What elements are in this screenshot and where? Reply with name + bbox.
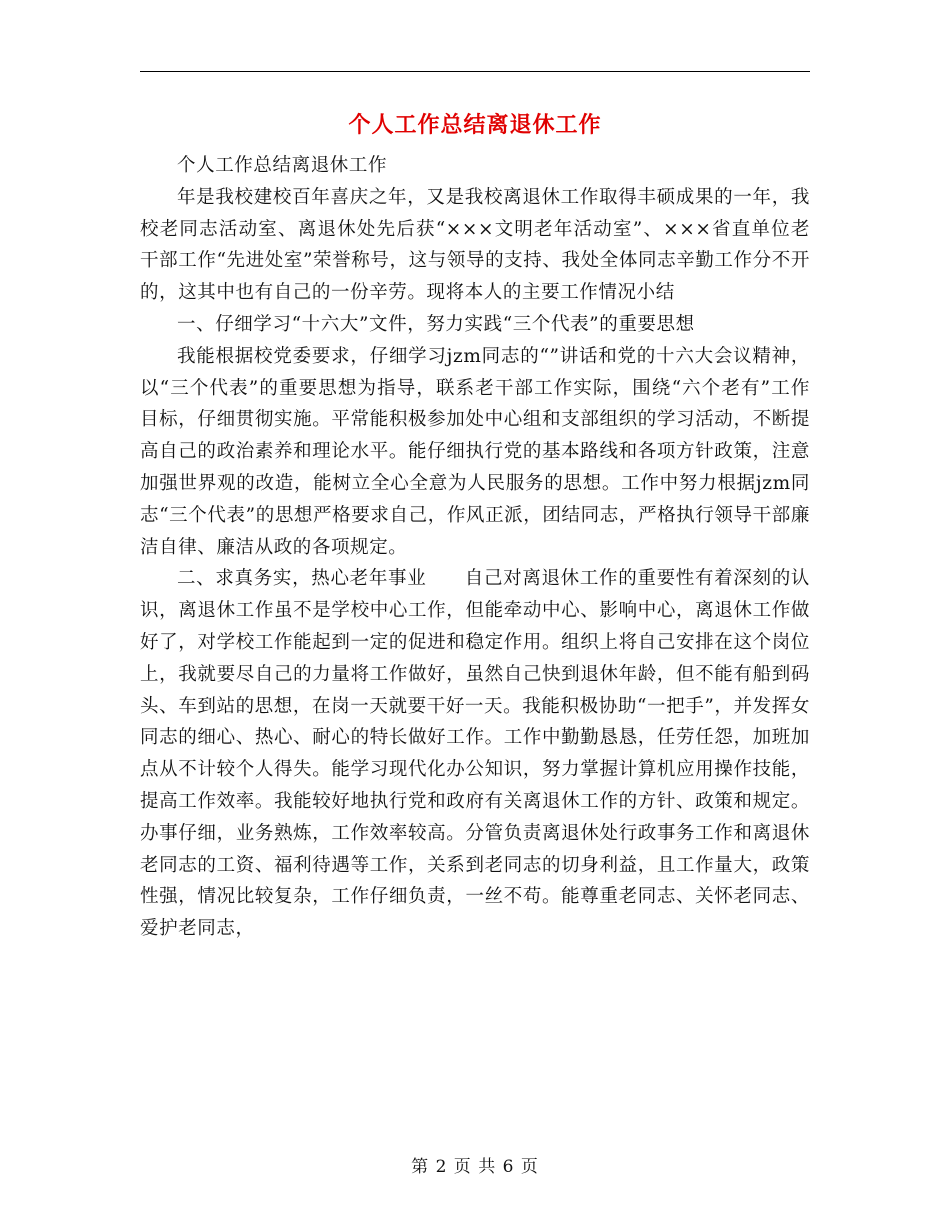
header-rule — [140, 71, 810, 72]
paragraph-intro: 年是我校建校百年喜庆之年，又是我校离退休工作取得丰硕成果的一年，我校老同志活动室、离退休处先后获“×××文明老年活动室”、×××省直单位老干部工作“先进处室”荣誉称号，这与领导的支持、我处全体同志辛勤工作分不开的，这其中也有自己的一份辛劳。现将本人的主要工作情况小结 — [140, 186, 810, 304]
page-number: 第 2 页 共 6 页 — [411, 1157, 539, 1177]
paragraph-subtitle: 个人工作总结离退休工作 — [177, 155, 388, 176]
paragraph-section-2: 二、求真务实，热心老年事业 自己对离退休工作的重要性有着深刻的认识，离退休工作虽不是学校中心工作，但能牵动中心、影响中心，离退休工作做好了，对学校工作能起到一定的促进和稳定作用。组织上将自己安排在这个岗位上，我就要尽自己的力量将工作做好，虽然自己快到退休年龄，但不能有船到码头、车到站的思想，在岗一天就要干好一天。我能积极协助“一把手”，并发挥女同志的细心、热心、耐心的特长做好工作。工作中勤勤恳恳，任劳任怨，加班加点从不计较个人得失。能学习现代化办公知识，努力掌握计算机应用操作技能，提高工作效率。我能较好地执行党和政府有关离退休工作的方针、政策和规定。办事仔细，业务熟炼，工作效率较高。分管负责离退休处行政事务工作和离退休老同志的工资、福利待遇等工作，关系到老同志的切身利益，且工作量大，政策性强，情况比较复杂，工作仔细负责，一丝不苟。能尊重老同志、关怀老同志、爱护老同志， — [140, 568, 810, 940]
document-body — [140, 150, 810, 945]
paragraph-section-1: 我能根据校党委要求，仔细学习jzm同志的“”讲话和党的十六大会议精神，以“三个代表”的重要思想为指导，联系老干部工作实际，围绕“六个老有”工作目标，仔细贯彻实施。平常能积极参加处中心组和支部组织的学习活动，不断提高自己的政治素养和理论水平。能仔细执行党的基本路线和各项方针政策，注意加强世界观的改造，能树立全心全意为人民服务的思想。工作中努力根据jzm同志“三个代表”的思想严格要求自己，作风正派，团结同志，严格执行领导干部廉洁自律、廉洁从政的各项规定。 — [140, 345, 810, 558]
section-heading-1: 一、仔细学习“十六大”文件，努力实践“三个代表”的重要思想 — [177, 313, 695, 335]
document-title: 个人工作总结离退休工作 — [348, 112, 602, 138]
